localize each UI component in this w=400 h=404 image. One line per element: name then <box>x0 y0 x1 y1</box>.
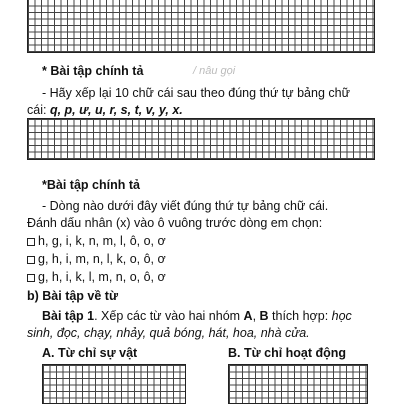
writing-grid-a <box>42 364 186 404</box>
option-3-checkbox[interactable] <box>27 274 35 282</box>
writing-grid-b <box>228 364 368 404</box>
exercise-1-text: . Xếp các từ vào hai nhóm <box>94 309 244 323</box>
section1-instruction: - Hãy xếp lại 10 chữ cái sau theo đúng thứ tự bảng chữ <box>42 86 350 100</box>
writing-grid-top <box>27 0 375 53</box>
section1-instruction-cont <box>27 103 183 117</box>
words-line2: sinh, đọc, chạy, nhảy, quả bóng, hát, hoa, nhà cửa. <box>27 326 310 340</box>
option-2-checkbox[interactable] <box>27 256 35 264</box>
exercise-1-label: Bài tập 1 <box>42 309 95 323</box>
words-line1: học <box>331 309 352 323</box>
exercise-1-line1 <box>42 309 352 323</box>
section1-prefix: cái: <box>27 103 50 117</box>
group-b-label: B <box>259 309 269 323</box>
section1-faint-text: / nâu gọi <box>193 65 236 77</box>
section1-title: * Bài tập chính tả <box>42 64 144 78</box>
group-a-label: A <box>243 309 253 323</box>
option-3-text: g, h, i, k, l, m, n, o, ô, ơ <box>38 270 166 284</box>
section1-letters: q, p, ư, u, r, s, t, v, y, x. <box>49 103 183 117</box>
column-a-title: A. Từ chỉ sự vật <box>42 346 138 360</box>
section3-title: b) Bài tập về từ <box>27 289 119 303</box>
option-1-checkbox[interactable] <box>27 238 35 246</box>
exercise-1-sep: , <box>252 309 260 323</box>
writing-grid-1 <box>27 118 375 160</box>
column-b-title: B. Từ chỉ hoạt động <box>228 346 347 360</box>
option-1 <box>27 234 166 248</box>
option-1-text: h, g, i, k, n, m, l, ô, o, ơ <box>38 234 166 248</box>
exercise-1-text2: thích hợp: <box>268 309 332 323</box>
option-3 <box>27 270 166 284</box>
section2-instruction-2: Đánh dấu nhân (x) vào ô vuông trước dòng em chọn: <box>27 216 323 230</box>
option-2 <box>27 252 166 266</box>
section2-title: *Bài tập chính tả <box>42 178 140 192</box>
section2-instruction-1: - Dòng nào dưới đây viết đúng thứ tự bảng chữ cái. <box>42 199 329 213</box>
option-2-text: g, h, i, m, n, l, k, o, ô, ơ <box>38 252 166 266</box>
